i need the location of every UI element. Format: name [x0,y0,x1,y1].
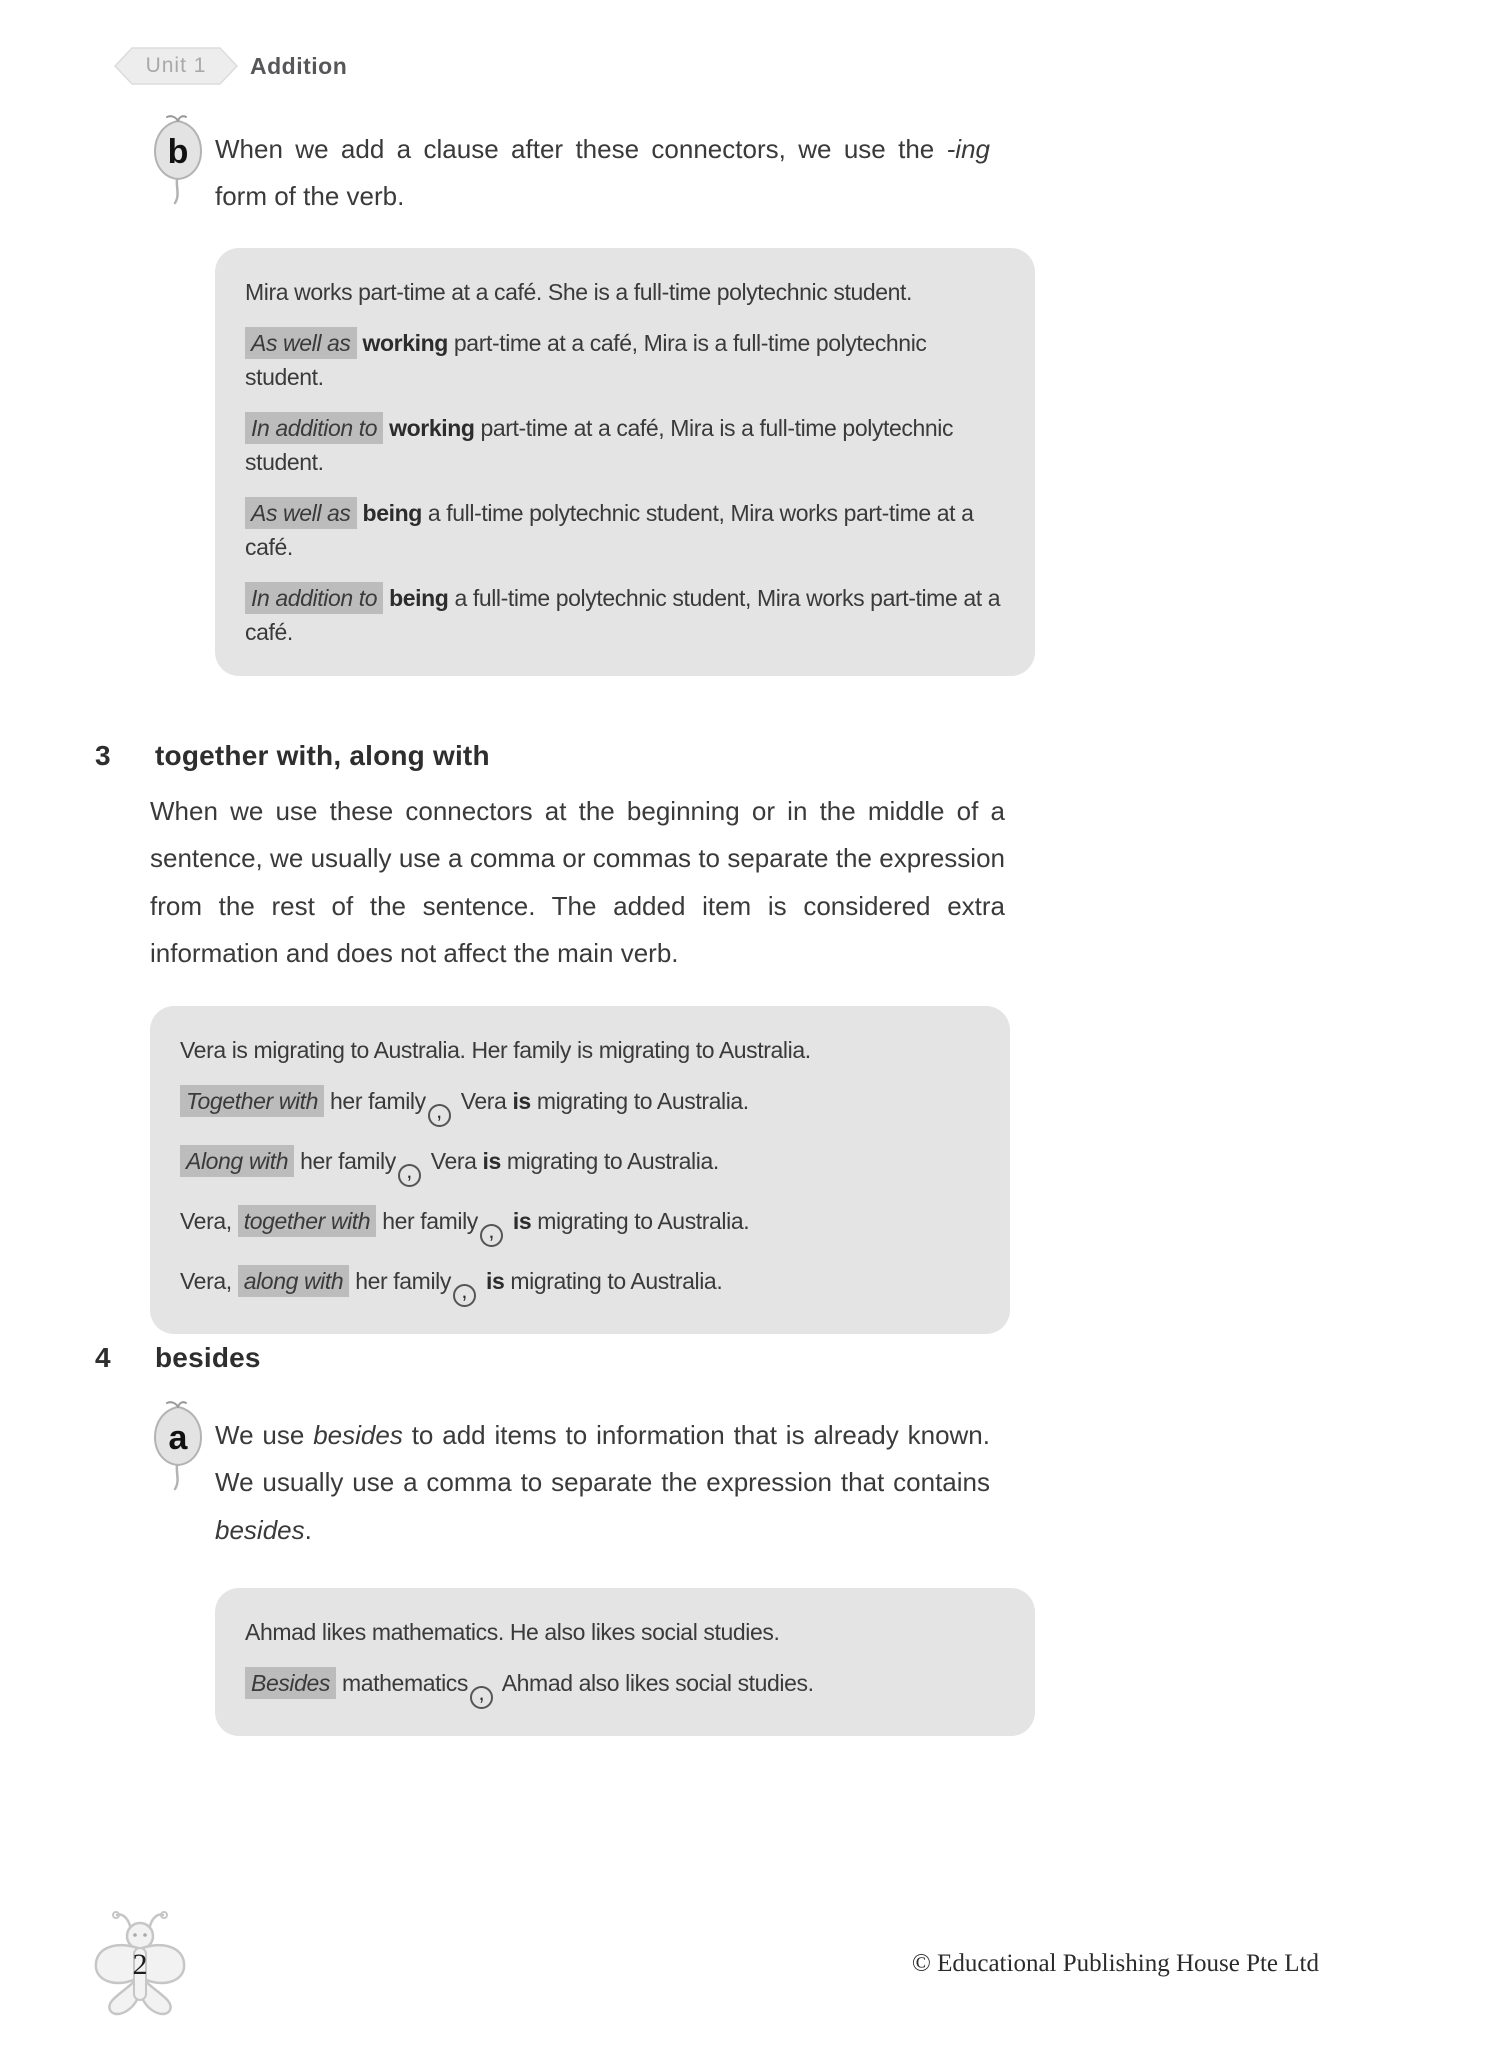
italic-run: -ing [946,134,990,164]
unit-label: Unit 1 [145,54,207,77]
text-run: mathematics [336,1670,468,1697]
unit-tab [114,47,238,85]
example-sentence [245,496,1005,564]
text-run: her family [349,1268,451,1295]
bold-run: being [389,585,449,612]
text-run: Vera [454,1088,513,1115]
bold-run: is [485,1268,505,1295]
example-sentence [180,1144,980,1187]
bold-run: is [512,1208,532,1235]
circled-comma: , [480,1224,503,1247]
example-sentence [245,275,1005,309]
text-run: migrating to Australia. [500,1148,719,1175]
heading-number: 4 [95,1342,111,1373]
text-run: part-time at a café, Mira is a full-time polytechnic student. [245,330,927,391]
balloon-icon [149,114,207,206]
text-run: a full-time polytechnic student, Mira works part-time at a café. [245,585,1001,646]
bold-run: is [482,1148,501,1175]
example-sentence [245,1615,1005,1649]
example-sentence [180,1084,980,1127]
text-run: Vera, [180,1268,238,1295]
text-run: Mira works part-time at a café. She is a full-time polytechnic student. [245,279,912,305]
text-run: migrating to Australia. [530,1088,749,1115]
example-sentence [180,1264,980,1307]
bold-run: working [362,330,448,357]
note-text [215,1412,990,1554]
text-run: Vera, [180,1208,238,1235]
highlight-run: In addition to [245,582,383,614]
copyright: © Educational Publishing House Pte Ltd [911,1950,1319,1977]
text-run: form of the verb. [215,181,405,212]
text-run: her family [324,1088,426,1115]
example-box-ahmad [215,1588,1035,1736]
text-run: . [304,1514,312,1545]
page-number: 2 [132,1948,148,1981]
heading-number: 3 [95,740,111,771]
example-box-vera [150,1006,1010,1334]
highlight-run: Along with [180,1145,294,1177]
example-sentence [245,581,1005,649]
highlight-run: together with [238,1205,377,1237]
example-sentence [245,326,1005,394]
text-run: Ahmad also likes social studies. [497,1670,814,1697]
section-heading-4 [95,1342,261,1374]
example-box-mira [215,248,1035,676]
balloon-icon [149,1400,207,1492]
italic-run: besides [313,1420,403,1450]
highlight-run: Together with [180,1085,324,1117]
explanation-paragraph [150,788,1005,977]
circled-comma: , [428,1104,451,1127]
note-b [167,126,990,221]
text-run: to add items to information that is already known. We usually use a comma to separate the expression that contains [215,1420,990,1498]
bold-run: is [512,1088,531,1115]
highlight-run: As well as [245,497,357,529]
text-run: We use [215,1420,314,1450]
example-sentence [180,1204,980,1247]
page-title: Addition [250,53,348,79]
text-run: Vera [424,1148,483,1175]
note-letter: b [167,133,189,171]
example-sentence [180,1033,980,1067]
text-run: migrating to Australia. [504,1268,723,1295]
heading-title: besides [155,1342,261,1373]
highlight-run: In addition to [245,412,383,444]
highlight-run: along with [238,1265,350,1297]
highlight-run: As well as [245,327,357,359]
highlight-run: Besides [245,1667,336,1699]
text-run: a full-time polytechnic student, Mira works part-time at a café. [245,500,974,561]
circled-comma: , [453,1284,476,1307]
text-run: migrating to Australia. [531,1208,750,1235]
text-run: Ahmad likes mathematics. He also likes social studies. [245,1619,780,1645]
note-letter: a [168,1419,188,1457]
text-run: part-time at a café, Mira is a full-time polytechnic student. [245,415,954,476]
circled-comma: , [398,1164,421,1187]
text-run: her family [294,1148,396,1175]
bold-run: working [389,415,475,442]
text-run: When we use these connectors at the beginning or in the middle of a sentence, we usually use a comma or commas to separate the expression from the rest of the sentence. The added item is considered extra information and does not affect the main verb. [150,796,1005,968]
circled-comma: , [470,1686,493,1709]
bold-run: being [362,500,422,527]
text-run: Vera is migrating to Australia. Her family is migrating to Australia. [180,1037,811,1063]
section-heading-3 [95,740,490,772]
heading-title: together with, along with [155,740,490,771]
text-run: her family [376,1208,478,1235]
note-a [168,1412,990,1554]
text-run: When we add a clause after these connectors, we use the [215,134,947,164]
italic-run: besides [215,1514,305,1545]
note-text [215,126,990,221]
example-sentence [245,1666,1005,1709]
example-sentence [245,411,1005,479]
